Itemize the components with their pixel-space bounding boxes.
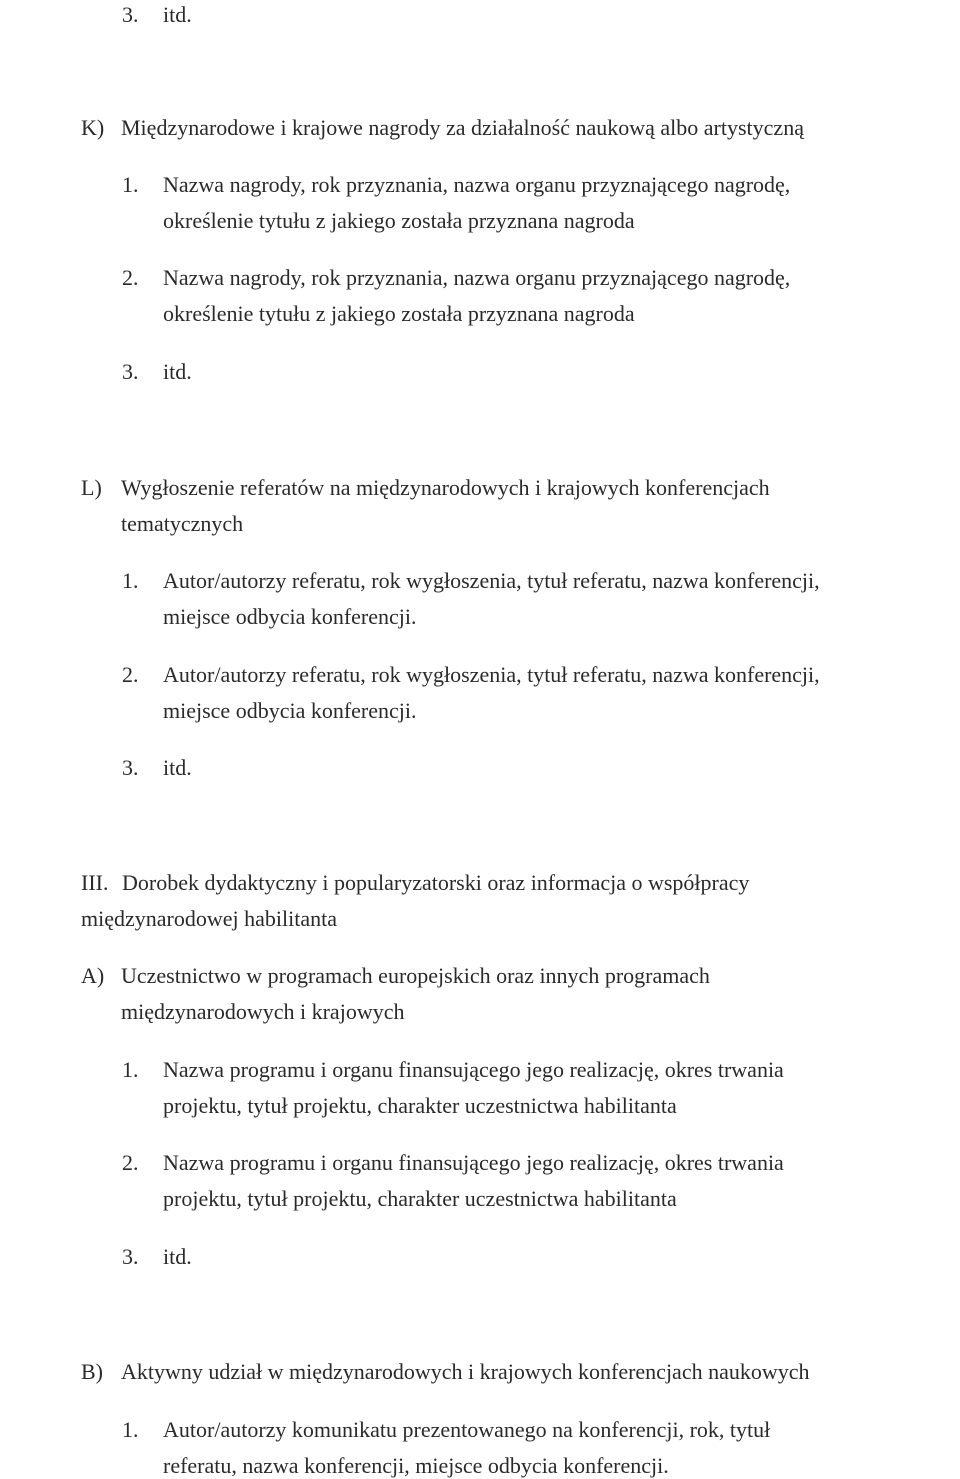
section-heading-l: tematycznych <box>121 511 244 536</box>
list-item-text: Autor/autorzy referatu, rok wygłoszenia, tytuł referatu, nazwa konferencji, <box>163 568 820 593</box>
list-item-text: itd. <box>163 2 192 27</box>
list-item-text: Nazwa nagrody, rok przyznania, nazwa organu przyznającego nagrodę, <box>163 265 791 290</box>
list-number: 1. <box>122 172 139 197</box>
list-item-text: Nazwa programu i organu finansującego jego realizację, okres trwania <box>163 1150 784 1175</box>
list-item-text: referatu, nazwa konferencji, miejsce odbycia konferencji. <box>163 1453 669 1478</box>
list-number: 1. <box>122 568 139 593</box>
list-number: 3. <box>122 1244 139 1269</box>
section-heading-a: Uczestnictwo w programach europejskich oraz innych programach <box>121 963 710 988</box>
list-item-text: projektu, tytuł projektu, charakter uczestnictwa habilitanta <box>163 1186 677 1211</box>
list-number: 2. <box>122 265 139 290</box>
section-heading-b: Aktywny udział w międzynarodowych i krajowych konferencjach naukowych <box>121 1359 810 1384</box>
list-item-text: Autor/autorzy referatu, rok wygłoszenia, tytuł referatu, nazwa konferencji, <box>163 662 820 687</box>
section-marker-a: A) <box>81 963 105 988</box>
list-item-text: projektu, tytuł projektu, charakter uczestnictwa habilitanta <box>163 1093 677 1118</box>
section-marker-b: B) <box>81 1359 103 1384</box>
list-item-text: miejsce odbycia konferencji. <box>163 698 417 723</box>
section-heading-a: międzynarodowych i krajowych <box>121 999 405 1024</box>
list-item-text: określenie tytułu z jakiego została przyznana nagroda <box>163 208 635 233</box>
list-number: 1. <box>122 1417 139 1442</box>
list-number: 1. <box>122 1057 139 1082</box>
list-item-text: itd. <box>163 755 192 780</box>
list-item-text: itd. <box>163 1244 192 1269</box>
list-item-text: itd. <box>163 359 192 384</box>
list-item-text: Autor/autorzy komunikatu prezentowanego na konferencji, rok, tytuł <box>163 1417 771 1442</box>
section-heading-l: Wygłoszenie referatów na międzynarodowych i krajowych konferencjach <box>121 475 770 500</box>
section-heading-iii: Dorobek dydaktyczny i popularyzatorski oraz informacja o współpracy <box>122 870 750 895</box>
section-marker-iii: III. <box>81 870 109 895</box>
section-heading-k: Międzynarodowe i krajowe nagrody za działalność naukową albo artystyczną <box>121 115 804 140</box>
section-marker-k: K) <box>81 115 105 140</box>
section-marker-l: L) <box>81 475 102 500</box>
list-item-text: Nazwa programu i organu finansującego jego realizację, okres trwania <box>163 1057 784 1082</box>
section-heading-iii: międzynarodowej habilitanta <box>81 906 337 931</box>
list-number: 3. <box>122 2 139 27</box>
list-item-text: określenie tytułu z jakiego została przyznana nagroda <box>163 301 635 326</box>
list-number: 2. <box>122 1150 139 1175</box>
list-item-text: miejsce odbycia konferencji. <box>163 604 417 629</box>
list-number: 3. <box>122 755 139 780</box>
list-number: 2. <box>122 662 139 687</box>
list-number: 3. <box>122 359 139 384</box>
list-item-text: Nazwa nagrody, rok przyznania, nazwa organu przyznającego nagrodę, <box>163 172 791 197</box>
